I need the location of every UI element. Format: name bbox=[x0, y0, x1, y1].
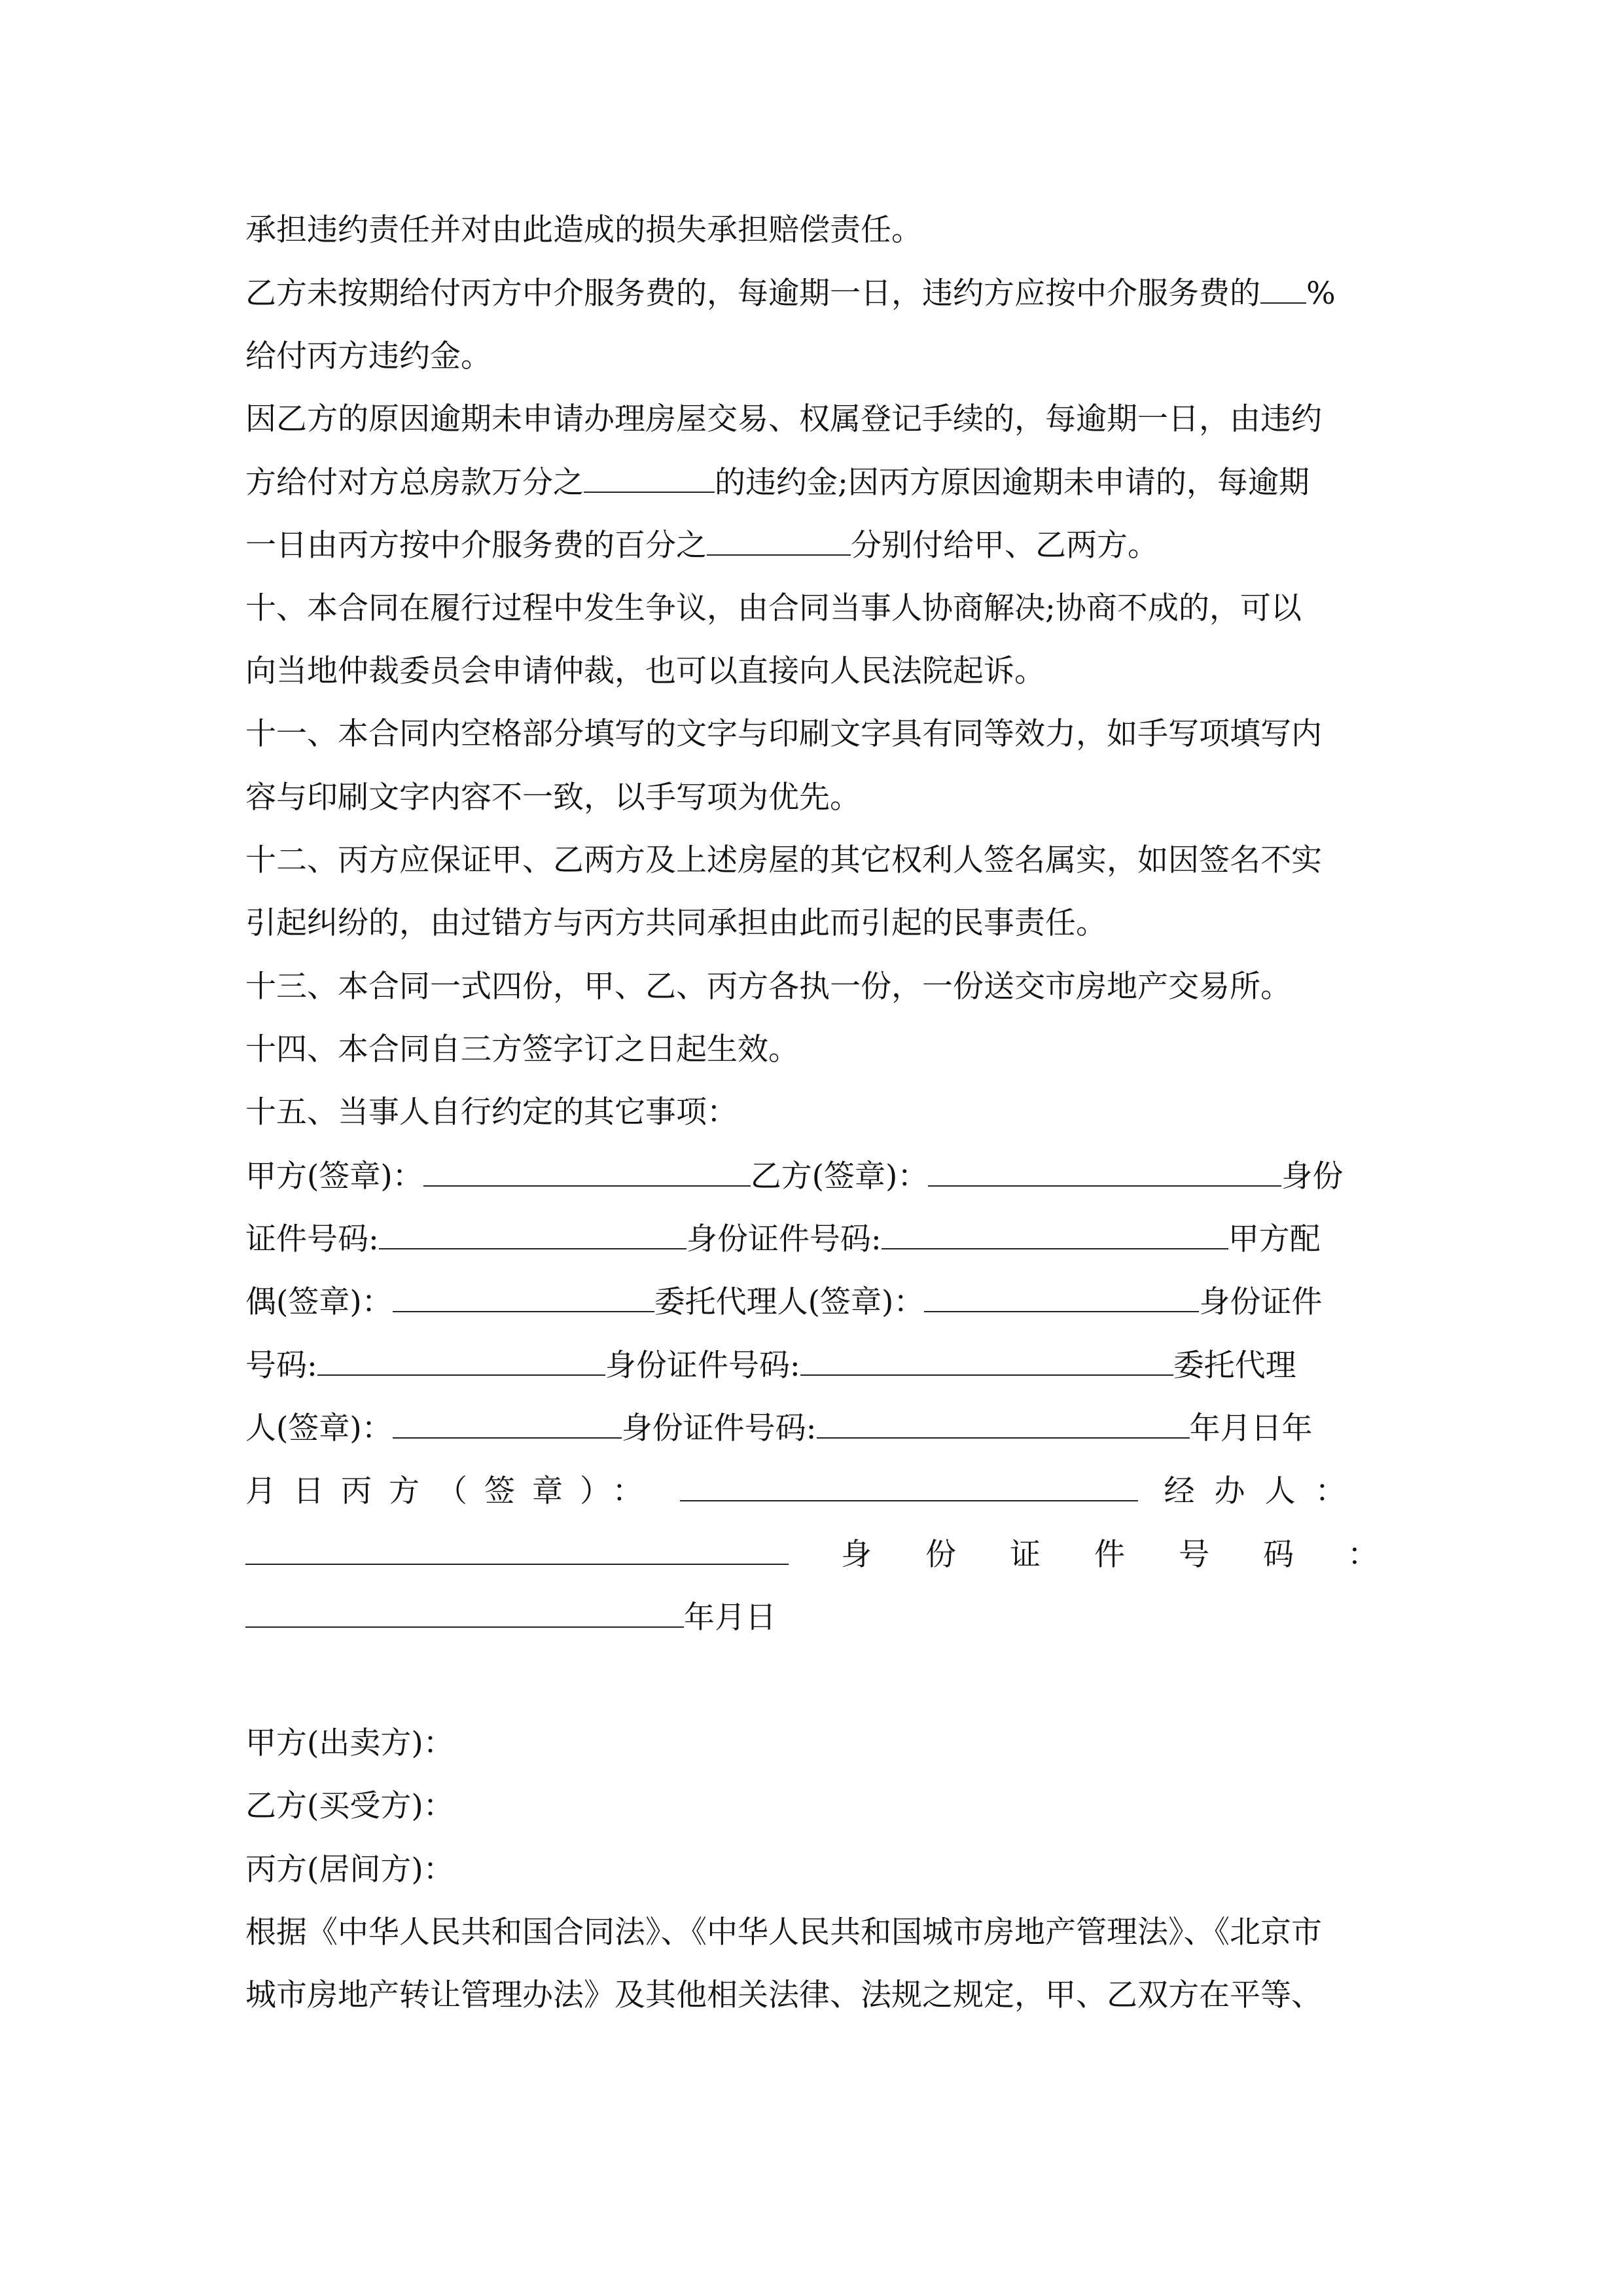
text-line bbox=[245, 400, 1322, 439]
signature-line bbox=[245, 1157, 1343, 1196]
buyer-label: 乙方(买受方)： bbox=[245, 1788, 454, 1824]
text-line bbox=[245, 1093, 738, 1132]
percent-sign: % bbox=[1306, 276, 1336, 312]
text-line bbox=[245, 589, 1302, 628]
id-number-label: 证件号码: bbox=[245, 1221, 379, 1257]
fill-blank bbox=[680, 1471, 1138, 1501]
id-number-label: 身份证件号码: bbox=[605, 1348, 800, 1384]
signature-line bbox=[245, 1471, 1397, 1511]
fill-blank bbox=[817, 1408, 1190, 1439]
paragraph-text: 乙方未按期给付丙方中介服务费的，每逾期一日，违约方应按中介服务费的 bbox=[245, 276, 1260, 312]
party-b-label: 乙方(签章)： bbox=[750, 1158, 929, 1194]
paragraph-text: 因乙方的原因逾期未申请办理房屋交易、权属登记手续的，每逾期一日，由违约 bbox=[245, 401, 1322, 437]
paragraph-text: 十三、本合同一式四份，甲、乙、丙方各执一份，一份送交市房地产交易所。 bbox=[245, 969, 1291, 1005]
seller-label: 甲方(出卖方)： bbox=[245, 1725, 454, 1761]
signature-line bbox=[245, 1598, 776, 1637]
spouse-label: 偶(签章)： bbox=[245, 1284, 393, 1320]
id-number-label: 身份证件号码: bbox=[621, 1410, 817, 1446]
paragraph-text: 身份 bbox=[1281, 1158, 1344, 1194]
fill-blank bbox=[1260, 274, 1306, 304]
fill-blank bbox=[928, 1157, 1281, 1187]
paragraph-text: 甲方配 bbox=[1228, 1221, 1321, 1257]
signature-line bbox=[245, 1535, 1432, 1574]
text-line bbox=[245, 967, 1291, 1007]
text-line bbox=[245, 778, 861, 817]
paragraph-text: 向当地仲裁委员会申请仲裁，也可以直接向人民法院起诉。 bbox=[245, 653, 1045, 689]
paragraph-text: 的违约金;因丙方原因逾期未申请的，每逾期 bbox=[715, 465, 1310, 501]
text-line bbox=[245, 211, 922, 250]
paragraph-text: 给付丙方违约金。 bbox=[245, 338, 491, 374]
text-line bbox=[245, 904, 1107, 943]
party-c-label: 月日丙方（签章）： bbox=[245, 1473, 660, 1509]
paragraph-text: 一日由丙方按中介服务费的百分之 bbox=[245, 528, 707, 564]
fill-blank bbox=[393, 1282, 654, 1312]
date-label: 年月日 bbox=[684, 1600, 776, 1636]
text-line bbox=[245, 1976, 1322, 2015]
paragraph-text: 身份证件 bbox=[1199, 1284, 1323, 1320]
paragraph-text: 方给付对方总房款万分之 bbox=[245, 465, 584, 501]
fill-blank bbox=[423, 1157, 751, 1187]
agent-label: 委托代理人(签章)： bbox=[654, 1284, 925, 1320]
fill-blank bbox=[882, 1219, 1228, 1249]
fill-blank bbox=[317, 1346, 605, 1376]
text-line bbox=[245, 274, 1336, 313]
agent-label: 人(签章)： bbox=[245, 1410, 393, 1446]
fill-blank bbox=[393, 1408, 622, 1439]
text-line bbox=[245, 1030, 799, 1069]
paragraph-text: 十一、本合同内空格部分填写的文字与印刷文字具有同等效力，如手写项填写内 bbox=[245, 716, 1322, 752]
paragraph-text: 容与印刷文字内容不一致，以手写项为优先。 bbox=[245, 780, 861, 816]
paragraph-text: 承担违约责任并对由此造成的损失承担赔偿责任。 bbox=[245, 212, 922, 248]
text-line bbox=[245, 715, 1322, 754]
signature-line bbox=[245, 1219, 1321, 1259]
text-line bbox=[245, 1850, 454, 1890]
text-line bbox=[245, 1724, 454, 1763]
text-line bbox=[245, 1787, 454, 1826]
handler-label: 经办人： bbox=[1164, 1473, 1366, 1509]
id-number-label: 号码: bbox=[245, 1348, 317, 1384]
text-line bbox=[245, 337, 491, 376]
id-number-label: 身份证件号码： bbox=[841, 1537, 1432, 1573]
intermediary-label: 丙方(居间方)： bbox=[245, 1852, 454, 1888]
text-line bbox=[245, 1913, 1322, 1952]
paragraph-text: 城市房地产转让管理办法》及其他相关法律、法规之规定，甲、乙双方在平等、 bbox=[245, 1977, 1322, 2013]
fill-blank bbox=[924, 1282, 1199, 1312]
text-line bbox=[245, 841, 1322, 880]
party-a-label: 甲方(签章)： bbox=[245, 1158, 423, 1194]
paragraph-text: 十五、当事人自行约定的其它事项： bbox=[245, 1094, 738, 1130]
fill-blank bbox=[245, 1598, 684, 1628]
fill-blank bbox=[707, 526, 851, 556]
paragraph-text: 根据《中华人民共和国合同法》、《中华人民共和国城市房地产管理法》、《北京市 bbox=[245, 1914, 1322, 1950]
paragraph-text: 分别付给甲、乙两方。 bbox=[851, 528, 1158, 564]
paragraph-text: 引起纠纷的，由过错方与丙方共同承担由此而引起的民事责任。 bbox=[245, 905, 1107, 941]
signature-line bbox=[245, 1282, 1322, 1321]
paragraph-text: 十、本合同在履行过程中发生争议，由合同当事人协商解决;协商不成的，可以 bbox=[245, 590, 1302, 626]
fill-blank bbox=[584, 463, 715, 493]
id-number-label: 身份证件号码: bbox=[686, 1221, 882, 1257]
text-line bbox=[245, 526, 1158, 565]
text-line bbox=[245, 652, 1045, 691]
fill-blank bbox=[245, 1535, 789, 1565]
date-label: 年月日年 bbox=[1189, 1410, 1313, 1446]
fill-blank bbox=[800, 1346, 1173, 1376]
signature-line bbox=[245, 1346, 1296, 1385]
paragraph-text: 十二、丙方应保证甲、乙两方及上述房屋的其它权利人签名属实，如因签名不实 bbox=[245, 842, 1322, 878]
paragraph-text: 委托代理 bbox=[1173, 1348, 1296, 1384]
paragraph-text: 十四、本合同自三方签字订之日起生效。 bbox=[245, 1031, 799, 1067]
text-line bbox=[245, 463, 1310, 502]
fill-blank bbox=[379, 1219, 687, 1249]
signature-line bbox=[245, 1408, 1313, 1448]
